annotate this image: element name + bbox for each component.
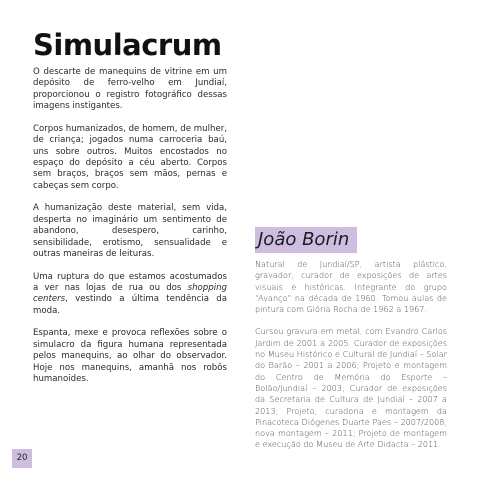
article-paragraph: A humanização deste material, sem vida, desperta no imaginário um sentimento de abandono, desespero, carinho, sensibilidade, erotismo, sensualidade e outras maneiras de leituras.	[33, 203, 227, 260]
author-section	[255, 227, 447, 462]
article-paragraph: O descarte de manequins de vitrine em um depósito de ferro-velho em Jundiaí, proporcionou o registro fotográfico dessas imagens instigantes.	[33, 67, 227, 112]
article-paragraph: Corpos humanizados, de homem, de mulher, de criança; jogados numa carroceria baú, uns sobre outros. Muitos encostados no espaço do depósito a céu aberto. Corpos sem braços, braços sem mãos, pernas e cabeças sem corpo.	[33, 123, 227, 191]
article-title: Simulacrum	[33, 28, 222, 62]
author-bio-paragraph: Natural de Jundiaí/SP, artista plástico, gravador, curador de exposições de artes visuais e históricas. Integrante do grupo “Avanço” na década de 1960. Tomou aulas de pintura com Glória Rocha de 1962 a 1967.	[255, 259, 447, 315]
page-number: 20	[12, 449, 32, 468]
author-name: João Borin	[258, 229, 350, 250]
author-bio-paragraph: Cursou gravura em metal, com Evandro Carlos Jardim de 2001 a 2005. Curador de exposições no Museu Histórico e Cultural de Jundiaí – Solar do Barão – 2001 a 2006; Projeto e montagem do Centro de Memória do Esporte – Bolão/Jundiaí – 2003; Curador de exposições da Secretaria de Cultura de Jundiaí – 2007 a 2013; Projeto, curadoria e montagem da Pinacoteca Diógenes Duarte Paes – 2007/2008, nova montagem – 2011; Projeto de montagem e execução do Museu de Arte Didacta – 2011.	[255, 326, 447, 450]
article-body	[33, 67, 227, 397]
paragraph-text: , vestindo a última tendência da moda.	[33, 294, 227, 316]
article-paragraph	[33, 272, 227, 318]
author-name-highlight	[255, 227, 357, 253]
paragraph-italic-text: shopping centers	[33, 283, 227, 305]
paragraph-text: Uma ruptura do que estamos acostumados a ver nas lojas de rua ou dos	[33, 271, 227, 294]
author-bio	[255, 259, 447, 451]
article-paragraph: Espanta, mexe e provoca reflexões sobre o simulacro da figura humana representada pelos manequins, ao olhar do observador. Hoje nos manequins, amanhã nos robôs humanoides.	[33, 328, 227, 385]
